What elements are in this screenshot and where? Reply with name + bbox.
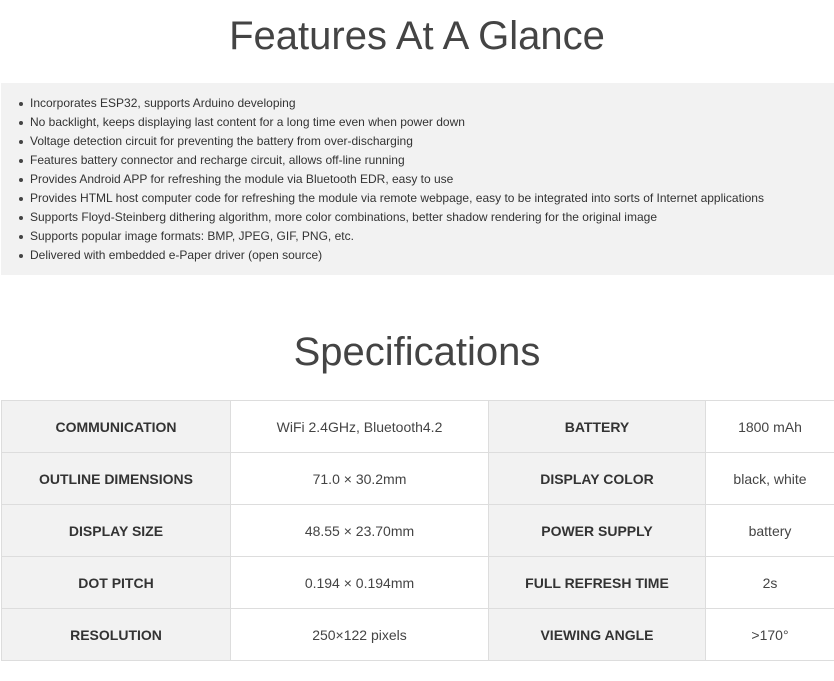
specs-title: Specifications (293, 330, 541, 374)
spec-label: COMMUNICATION (2, 401, 231, 453)
bullet-icon (19, 254, 23, 258)
spec-label: DISPLAY SIZE (2, 505, 231, 557)
spec-value: >170° (706, 609, 834, 661)
spec-label: DISPLAY COLOR (489, 453, 706, 505)
feature-text: Supports Floyd-Steinberg dithering algorithm, more color combinations, better shadow rendering for the original image (30, 210, 657, 224)
spec-value: battery (706, 505, 834, 557)
feature-text: Incorporates ESP32, supports Arduino developing (30, 96, 296, 110)
feature-text: Provides HTML host computer code for refreshing the module via remote webpage, easy to be integrated into sorts of Internet applications (30, 191, 764, 205)
table-row (2, 505, 834, 557)
feature-item (17, 94, 834, 113)
spec-label: FULL REFRESH TIME (489, 557, 706, 609)
feature-item (17, 132, 834, 151)
feature-item (17, 227, 834, 246)
bullet-icon (19, 159, 23, 163)
spec-label: VIEWING ANGLE (489, 609, 706, 661)
feature-item (17, 113, 834, 132)
features-box (1, 83, 834, 275)
table-row (2, 453, 834, 505)
bullet-icon (19, 121, 23, 125)
spec-table (1, 400, 834, 661)
table-row (2, 609, 834, 661)
feature-item (17, 189, 834, 208)
spec-value: 1800 mAh (706, 401, 834, 453)
table-row (2, 401, 834, 453)
feature-text: Voltage detection circuit for preventing the battery from over-discharging (30, 134, 413, 148)
features-title: Features At A Glance (229, 14, 605, 58)
bullet-icon (19, 197, 23, 201)
spec-label: RESOLUTION (2, 609, 231, 661)
feature-item (17, 170, 834, 189)
spec-label: DOT PITCH (2, 557, 231, 609)
features-list (17, 94, 834, 265)
bullet-icon (19, 235, 23, 239)
bullet-icon (19, 178, 23, 182)
spec-value: 0.194 × 0.194mm (231, 557, 489, 609)
feature-text: Delivered with embedded e-Paper driver (open source) (30, 248, 323, 262)
spec-value: 71.0 × 30.2mm (231, 453, 489, 505)
feature-text: Provides Android APP for refreshing the module via Bluetooth EDR, easy to use (30, 172, 454, 186)
table-row (2, 557, 834, 609)
feature-text: No backlight, keeps displaying last content for a long time even when power down (30, 115, 465, 129)
bullet-icon (19, 140, 23, 144)
spec-value: 250×122 pixels (231, 609, 489, 661)
feature-text: Supports popular image formats: BMP, JPEG, GIF, PNG, etc. (30, 229, 354, 243)
spec-value: 48.55 × 23.70mm (231, 505, 489, 557)
spec-label: OUTLINE DIMENSIONS (2, 453, 231, 505)
bullet-icon (19, 216, 23, 220)
feature-item (17, 246, 834, 265)
feature-item (17, 208, 834, 227)
spec-value: 2s (706, 557, 834, 609)
bullet-icon (19, 102, 23, 106)
spec-label: BATTERY (489, 401, 706, 453)
feature-item (17, 151, 834, 170)
spec-value: black, white (706, 453, 834, 505)
spec-value: WiFi 2.4GHz, Bluetooth4.2 (231, 401, 489, 453)
spec-label: POWER SUPPLY (489, 505, 706, 557)
feature-text: Features battery connector and recharge circuit, allows off-line running (30, 153, 405, 167)
